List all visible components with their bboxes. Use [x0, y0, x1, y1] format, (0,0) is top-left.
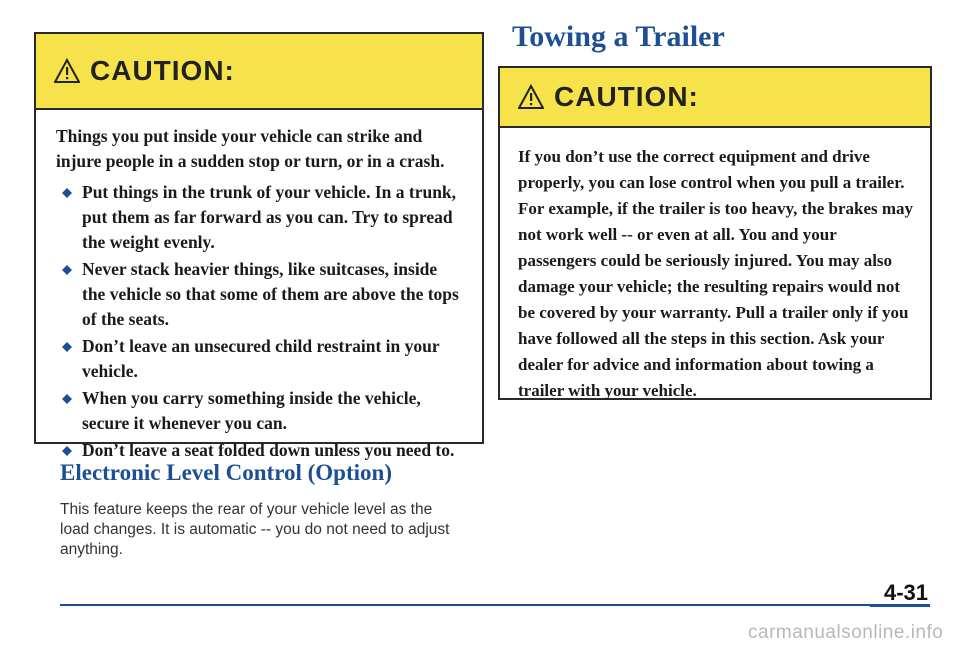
- list-item: [56, 386, 464, 436]
- bullet-text: Don’t leave an unsecured child restraint in your vehicle.: [82, 336, 440, 381]
- bullet-text: Put things in the trunk of your vehicle. In a trunk, put them as far forward as you can. Try to spread the weight evenly.: [82, 182, 457, 252]
- towing-caution-text: If you don’t use the correct equipment and drive properly, you can lose control when you pull a trailer. For example, if the trailer is too heavy, the brakes may not work well -- or even at all. You and your passengers could be seriously injured. You may also damage your vehicle; the resulting repairs would not be covered by your warranty. Pull a trailer only if you have followed all the steps in this section. Ask your dealer for advice and information about towing a trailer with your vehicle.: [518, 147, 914, 400]
- bullet-icon: [62, 265, 72, 275]
- list-item: [56, 180, 464, 255]
- page-number: 4-31: [884, 580, 929, 605]
- bullet-text: Don’t leave a seat folded down unless you need to.: [82, 440, 455, 460]
- caution-header: [500, 68, 930, 128]
- caution-title: CAUTION:: [90, 55, 235, 86]
- caution-header: [36, 34, 482, 110]
- caution-bullet-list: [56, 180, 464, 463]
- caution-body: [500, 128, 930, 420]
- caution-box-towing: [498, 66, 932, 400]
- bullet-icon: [62, 394, 72, 404]
- bullet-text: When you carry something inside the vehicle, secure it whenever you can.: [82, 388, 421, 433]
- warning-triangle-icon: [54, 58, 80, 84]
- section-heading-towing: Towing a Trailer: [512, 20, 725, 53]
- bottom-rule: [60, 604, 870, 606]
- bullet-icon: [62, 342, 72, 352]
- bullet-icon: [62, 188, 72, 198]
- caution-box-cargo: [34, 32, 484, 460]
- section-heading-electronic-level: Electronic Level Control (Option): [60, 460, 392, 485]
- caution-intro: Things you put inside your vehicle can strike and injure people in a sudden stop or turn, or in a crash.: [56, 126, 445, 171]
- warning-triangle-icon: [518, 84, 544, 110]
- caution-body: [36, 110, 482, 475]
- caution-title: CAUTION:: [554, 81, 699, 112]
- watermark: carmanualsonline.info: [748, 622, 944, 643]
- list-item: [56, 334, 464, 384]
- bullet-text: Never stack heavier things, like suitcases, inside the vehicle so that some of them are above the tops of the seats.: [82, 259, 459, 329]
- list-item: [56, 257, 464, 332]
- bullet-icon: [62, 446, 72, 456]
- electronic-level-text: This feature keeps the rear of your vehicle level as the load changes. It is automatic -- you do not need to adjust anything.: [60, 501, 450, 558]
